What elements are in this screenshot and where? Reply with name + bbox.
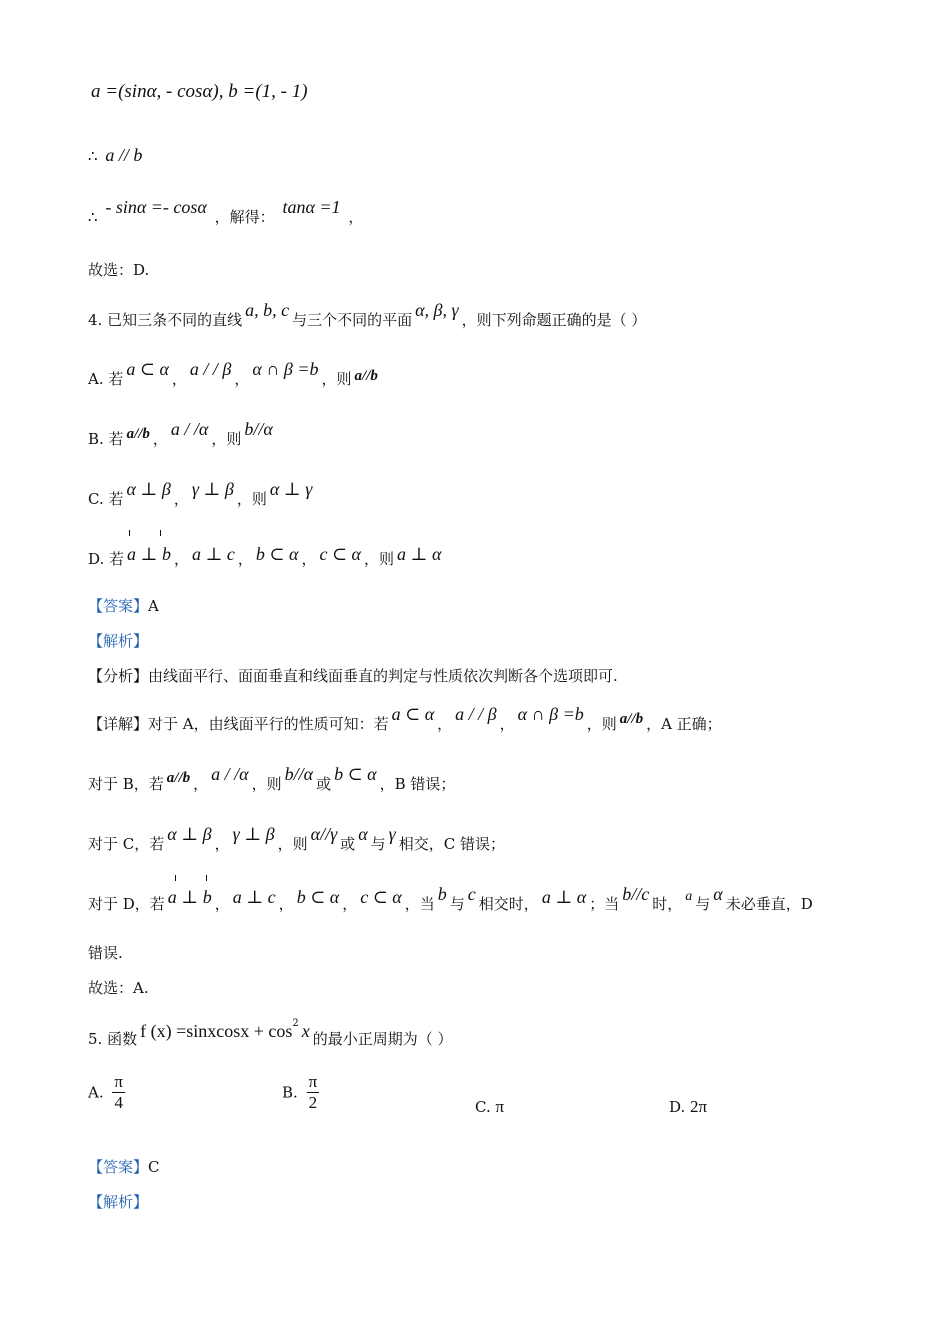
question-5-answer: 【答案】C [88, 1158, 160, 1176]
formula-a-perp-b: a ⊥ b [127, 544, 171, 564]
formula-sin-cos: - sinα =- cosα [105, 197, 207, 217]
formula-tan: tanα =1 [282, 197, 341, 217]
question-4-detail-c: 对于 C，若 α ⊥ β ， γ ⊥ β ，则 α//γ 或 α 与 γ 相交，C 错误； [88, 824, 505, 853]
question-4-answer: 【答案】A [88, 597, 159, 615]
question-4-detail-b: 对于 B，若 a//b ， a / /α ，则 b//α 或 b ⊂ α ，B 错误； [88, 764, 456, 793]
therefore-symbol: ∴ [88, 208, 98, 226]
solution-line-tan: ∴ - sinα =- cosα ，解得： tanα =1 ， [88, 197, 364, 226]
question-4-option-a: A. 若 a ⊂ α ， a / / β ， α ∩ β =b ，则 a//b [88, 359, 378, 388]
formula-function: f (x) =sinxcosx + cos [140, 1021, 293, 1041]
question-5-option-c: C. π [475, 1097, 505, 1116]
vector-mark-b [206, 875, 207, 881]
question-5-option-b: B. $\frac{\pi}{2}$ [282, 1072, 318, 1112]
question-4-option-d: D. 若 a ⊥ b ， a ⊥ c ， b ⊂ α ， c ⊂ α ，则 a ⊥ α [88, 544, 442, 568]
fraction-pi-over-4: $\frac{\pi}{4}$ [114, 1072, 123, 1112]
question-5-stem: 5. 函数 f (x) =sinxcosx + $\cos^2 x$ 的最小正周期为（ ） [88, 1018, 453, 1048]
vector-mark-b [160, 530, 161, 536]
question-5-option-d: D. 2π [669, 1097, 708, 1116]
question-5-option-a: A. $\frac{\pi}{4}$ [88, 1072, 123, 1112]
vector-mark-a [129, 530, 130, 536]
question-4-option-c: C. 若 α ⊥ β ， γ ⊥ β ，则 α ⊥ γ [88, 479, 313, 508]
solution-line-vectors [88, 82, 311, 102]
solution-line-parallel [88, 145, 145, 166]
answer-label: 【答案】 [88, 597, 149, 615]
vector-mark-a [175, 875, 176, 881]
question-4-stem: 4. 已知三条不同的直线 a, b, c 与三个不同的平面 α, β, γ ，则下列命题正确的是（ ） [88, 300, 647, 329]
fraction-pi-over-2: $\frac{\pi}{2}$ [308, 1072, 318, 1112]
question-4-detail-d: 对于 D，若 a ⊥ b ， a ⊥ c ， b ⊂ α ， c ⊂ α ，当 b 与 c 相交时， a ⊥ α ；当 b//c 时， a 与 α 未必垂直，D [88, 884, 813, 913]
question-4-detail-d-cont: 错误. [88, 944, 123, 962]
answer-label: 【答案】 [88, 1158, 149, 1176]
question-4-final: 故选：A. [88, 979, 149, 997]
question-4-fenxi: 【分析】由线面平行、面面垂直和线面垂直的判定与性质依次判断各个选项即可. [88, 667, 618, 685]
formula-parallel: a // b [105, 145, 143, 165]
choice-line-d: 故选：D. [88, 261, 150, 279]
question-4-option-b: B. 若 a//b ， a / /α ，则 b//α [88, 419, 273, 448]
question-4-detail-a: 【详解】对于 A，由线面平行的性质可知：若 a ⊂ α ， a / / β ， α ∩ β =b ，则 a//b ，A 正确； [88, 704, 722, 733]
question-5-analysis-label: 【解析】 [88, 1193, 149, 1211]
question-4-analysis-label: 【解析】 [88, 632, 149, 650]
therefore-symbol: ∴ [88, 147, 98, 165]
formula-vectors: a =(sinα, - cosα), b =(1, - 1) [91, 81, 308, 102]
